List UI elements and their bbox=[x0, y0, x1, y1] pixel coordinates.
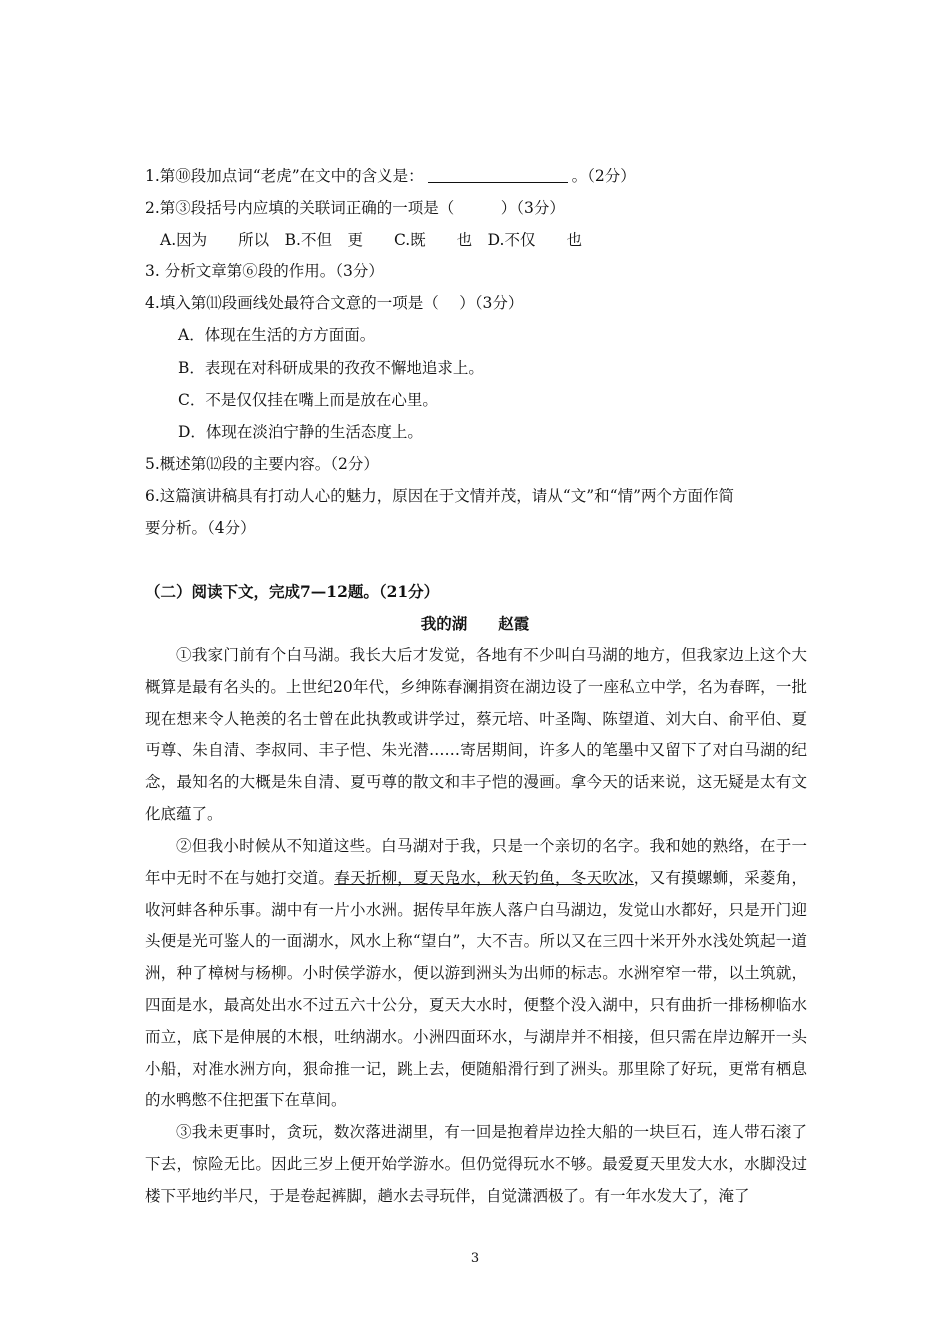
question-4-option-c: C．不是仅仅挂在嘴上而是放在心里。 bbox=[178, 391, 438, 409]
question-5: 5.概述第⑿段的主要内容。（2分） bbox=[145, 455, 379, 473]
section-header: （二）阅读下文，完成7—12题。（21分） bbox=[145, 582, 440, 601]
question-3: 3. 分析文章第⑥段的作用。（3分） bbox=[145, 262, 384, 280]
question-1-tail: 。（2分） bbox=[571, 167, 636, 185]
paragraph-1: ①我家门前有个白马湖。我长大后才发觉，各地有不少叫白马湖的地方，但我家边上这个大概算是最有名头的。上世纪20年代，乡绅陈春澜捐资在湖边设了一座私立中学，名为春晖，一批现在想来令人艳羡的名士曾在此执教或讲学过，蔡元培、叶圣陶、陈望道、刘大白、俞平伯、夏丏尊、朱自清、李叔同、丰子恺、朱光潜……寄居期间，许多人的笔墨中又留下了对白马湖的纪念，最知名的大概是朱自清、夏丏尊的散文和丰子恺的漫画。拿今天的话来说，这无疑是太有文化底蕴了。 bbox=[145, 646, 807, 823]
question-1 bbox=[145, 166, 636, 186]
question-4: 4.填入第⑾段画线处最符合文意的一项是（ ）（3分） bbox=[145, 294, 524, 312]
paragraph-2 bbox=[145, 831, 807, 1117]
page-number: 3 bbox=[470, 1251, 480, 1266]
question-2-options: A.因为 所以 B.不但 更 C.既 也 D.不仅 也 bbox=[160, 231, 582, 249]
question-4-option-d: D．体现在淡泊宁静的生活态度上。 bbox=[178, 423, 423, 441]
answer-blank bbox=[428, 168, 568, 183]
question-1-text: 1.第⑩段加点词“老虎”在文中的含义是： bbox=[145, 167, 424, 185]
paragraph-3: ③我未更事时，贪玩，数次落进湖里，有一回是抱着岸边拴大船的一块巨石，连人带石滚了下去，惊险无比。因此三岁上便开始学游水。但仍觉得玩水不够。最爱夏天里发大水，水脚没过楼下平地约半尺，于是卷起裤脚，趟水去寻玩伴，自觉潇洒极了。有一年水发大了，淹了 bbox=[145, 1123, 807, 1205]
paragraph-2-rest: ，又有摸螺蛳，采菱角，收河蚌各种乐事。湖中有一片小水洲。据传早年族人落户白马湖边，发觉山水都好，只是开门迎头便是光可鉴人的一面湖水，风水上称“望白”，大不吉。所以又在三四十米开外水浅处筑起一道洲，种了樟树与杨柳。小时侯学游水，便以游到洲头为出师的标志。水洲窄窄一带，以土筑就，四面是水，最高处出水不过五六十公分，夏天大水时，便整个没入湖中，只有曲折一排杨柳临水而立，底下是伸展的木根，吐纳湖水。小洲四面环水，与湖岸并不相接，但只需在岸边解开一头小船，对准水洲方向，狠命推一记，跳上去，便随船滑行到了洲头。那里除了好玩，更常有栖息的水鸭憋不住把蛋下在草间。 bbox=[145, 868, 807, 1110]
question-4-option-a: A．体现在生活的方方面面。 bbox=[178, 326, 376, 344]
question-6-line-1: 6.这篇演讲稿具有打动人心的魅力，原因在于文情并茂，请从“文”和“情”两个方面作简 bbox=[145, 487, 734, 505]
underlined-phrase: 春天折柳，夏天凫水，秋天钓鱼，冬天吹冰 bbox=[334, 868, 634, 887]
paragraph-2-start: ②但我小时候从不知道这些。白马湖对于我，只是一个亲切的名字。我和她的熟络，在于一年中无时不在与她打交道。 bbox=[145, 837, 807, 887]
question-6-line-2: 要分析。（4分） bbox=[145, 519, 256, 537]
article-title: 我的湖 赵霞 bbox=[420, 614, 530, 633]
question-2: 2.第③段括号内应填的关联词正确的一项是（ ）（3分） bbox=[145, 199, 565, 217]
question-4-option-b: B．表现在对科研成果的孜孜不懈地追求上。 bbox=[178, 359, 484, 377]
